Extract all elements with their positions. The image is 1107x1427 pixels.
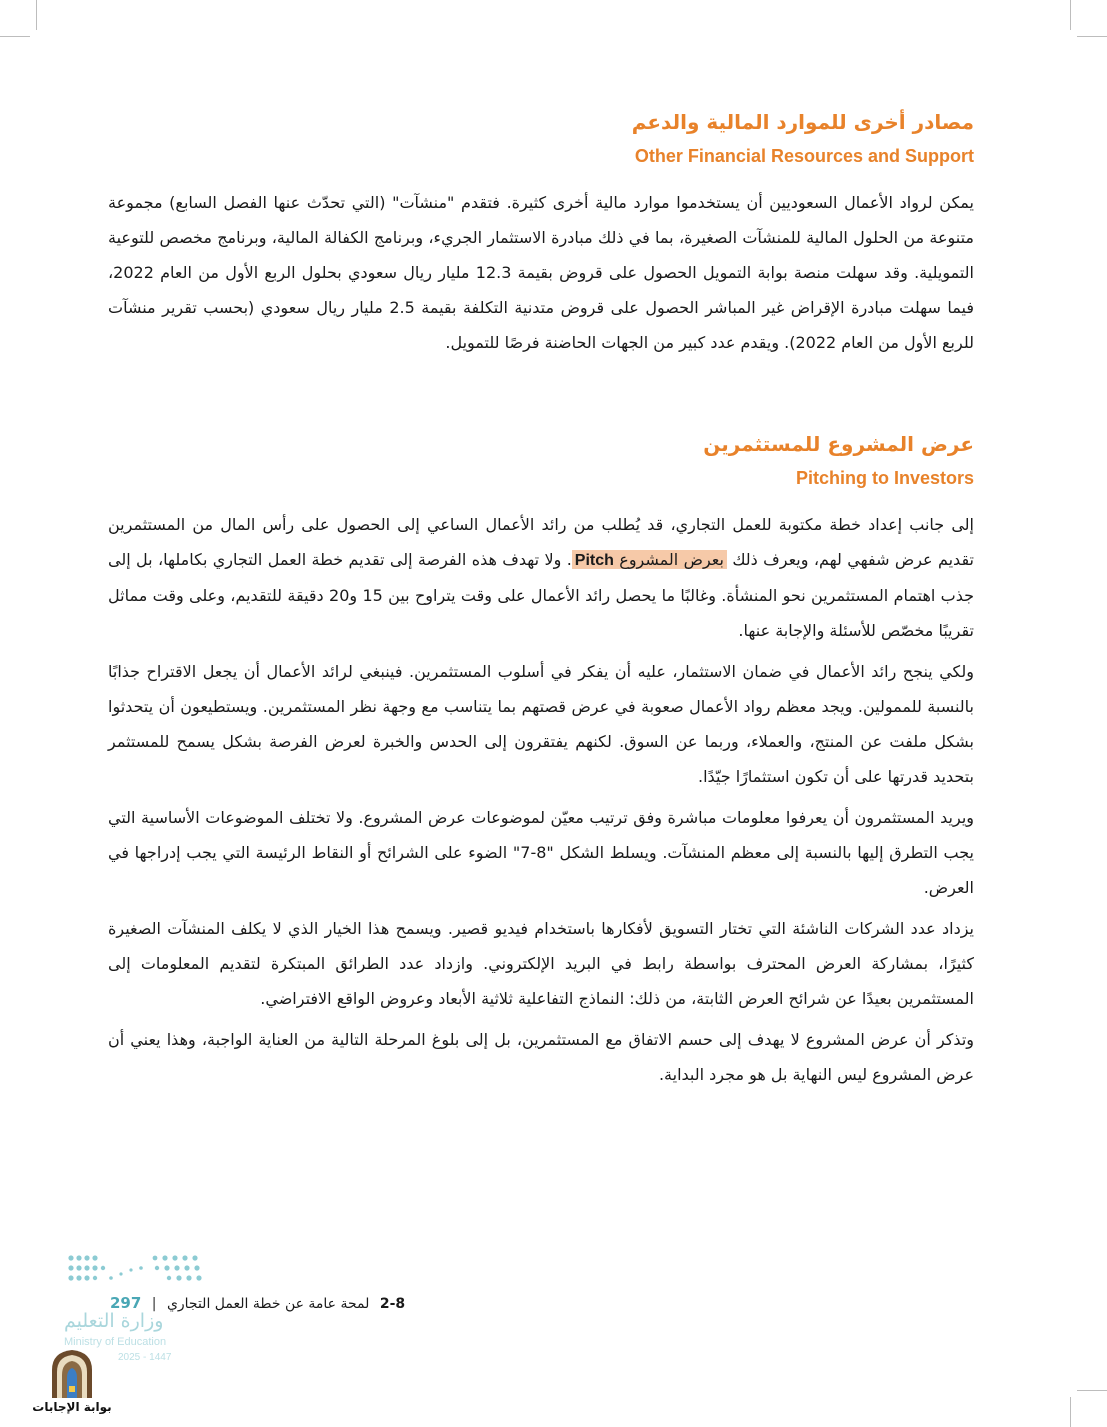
ministry-logo-dots-icon — [65, 1252, 205, 1286]
watermark-label: بوابة الإجابات — [32, 1400, 112, 1414]
mosque-gate-icon — [47, 1348, 97, 1400]
ministry-name-ar: وزارة التعليم — [64, 1310, 164, 1332]
section-pitching-to-investors — [108, 432, 974, 1098]
highlight-en: Pitch — [574, 552, 614, 569]
highlight-ar: بعرض المشروع — [619, 550, 724, 569]
body-paragraph: يزداد عدد الشركات الناشئة التي تختار التسويق لأفكارها باستخدام فيديو قصير. ويسمح هذا الخيار الذي لا يكلف المنشآت الصغيرة كثيرًا، بمشاركة العرض المحترف بواسطة رابط في البريد الإلكتروني. وازداد عدد الطرائق المبتكرة لتقديم المعلومات إلى المستثمرين بعيدًا عن شرائح العرض الثابتة، من ذلك: النماذج التفاعلية ثلاثية الأبعاد وعروض الواقع الافتراضي. — [108, 919, 974, 1008]
section-other-financial-resources — [108, 110, 974, 366]
section-title-ar: مصادر أخرى للموارد المالية والدعم — [631, 110, 974, 134]
chapter-title: لمحة عامة عن خطة العمل التجاري — [166, 1296, 370, 1312]
crop-mark — [1070, 0, 1071, 30]
paragraph-text: . ولا تهدف هذه الفرصة إلى تقديم خطة العمل التجاري بكاملها، بل إلى جذب اهتمام المستثمرين نحو المنشأة. وغالبًا ما يحصل رائد الأعمال على وقت يتراوح بين 15 و20 دقيقة للتقديم، وعلى وقت مماثل تقريبًا مخصّص للأسئلة والإجابة عنها. — [108, 550, 975, 640]
paragraph-text: إلى جانب إعداد خطة مكتوبة للعمل التجاري، قد يُطلب من رائد الأعمال الساعي إلى الحصول على رأس المال من المستثمرين تقديم عرض شفهي لهم، ويعرف ذلك — [108, 515, 975, 569]
pitch-highlight — [572, 550, 727, 569]
page-footer — [60, 1248, 420, 1418]
body-paragraph — [108, 507, 974, 648]
ministry-name-en: Ministry of Education — [64, 1336, 167, 1348]
body-paragraph: يمكن لرواد الأعمال السعوديين أن يستخدموا موارد مالية أخرى كثيرة. فتقدم "منشآت" (التي تحدّث عنها الفصل السابع) مجموعة متنوعة من الحلول المالية للمنشآت الصغيرة، بما في ذلك مبادرة الاستثمار الجريء، وبرنامج الكفالة المالية، وبرنامج مخصص للتوعية التمويلية. وقد سهلت منصة بوابة التمويل الحصول على قروض بقيمة 12.3 مليار ريال سعودي بحلول الربع الأول من العام 2022، فيما سهلت مبادرة الإقراض غير المباشر الحصول على قروض متدنية التكلفة بقيمة 2.5 مليار ريال سعودي (بحسب تقرير منشآت للربع الأول من العام 2022). ويقدم عدد كبير من الجهات الحاضنة فرصًا للتمويل. — [108, 193, 975, 352]
crop-mark — [36, 0, 37, 30]
body-paragraph: وتذكر أن عرض المشروع لا يهدف إلى حسم الاتفاق مع المستثمرين، بل إلى بلوغ المرحلة التالية من العناية الواجبة، وهذا يعني أن عرض المشروع ليس النهاية بل هو مجرد البداية. — [108, 1030, 974, 1084]
crop-mark — [1070, 1397, 1071, 1427]
section-title-en: Other Financial Resources and Support — [634, 146, 974, 166]
crop-mark — [1077, 36, 1107, 37]
page-number: 297 — [110, 1294, 142, 1312]
crop-mark — [0, 36, 30, 37]
chapter-number: 2-8 — [379, 1296, 406, 1312]
answers-portal-watermark — [32, 1348, 112, 1418]
body-paragraph: ويريد المستثمرون أن يعرفوا معلومات مباشرة وفق ترتيب معيّن لموضوعات عرض المشروع. ولا تختلف الموضوعات الأساسية التي يجب التطرق إليها بالنسبة إلى معظم المنشآت. ويسلط الشكل "8-7" الضوء على الشرائح أو النقاط الرئيسة التي يجب إدراجها في العرض. — [108, 808, 974, 897]
footer-separator: | — [151, 1296, 157, 1312]
section-title-en: Pitching to Investors — [795, 468, 974, 488]
body-paragraph: ولكي ينجح رائد الأعمال في ضمان الاستثمار، عليه أن يفكر في أسلوب المستثمرين. فينبغي لرائد الأعمال أن يجعل الاقتراح جذابًا بالنسبة للممولين. ويجد معظم رواد الأعمال صعوبة في عرض قصتهم بما يتناسب مع وجهة نظر المستثمرين. ويستطيعون أن يتحدثوا بشكل ملفت عن المنتج، والعملاء، وربما عن السوق. لكنهم يفتقرون إلى الحدس والخبرة لعرض الفرصة بشكل يسمح للمستثمر بتحديد قدرتها على أن تكون استثمارًا جيّدًا. — [108, 662, 974, 786]
ministry-year: 2025 - 1447 — [118, 1352, 172, 1363]
crop-mark — [1077, 1390, 1107, 1391]
section-title-ar: عرض المشروع للمستثمرين — [703, 432, 974, 456]
